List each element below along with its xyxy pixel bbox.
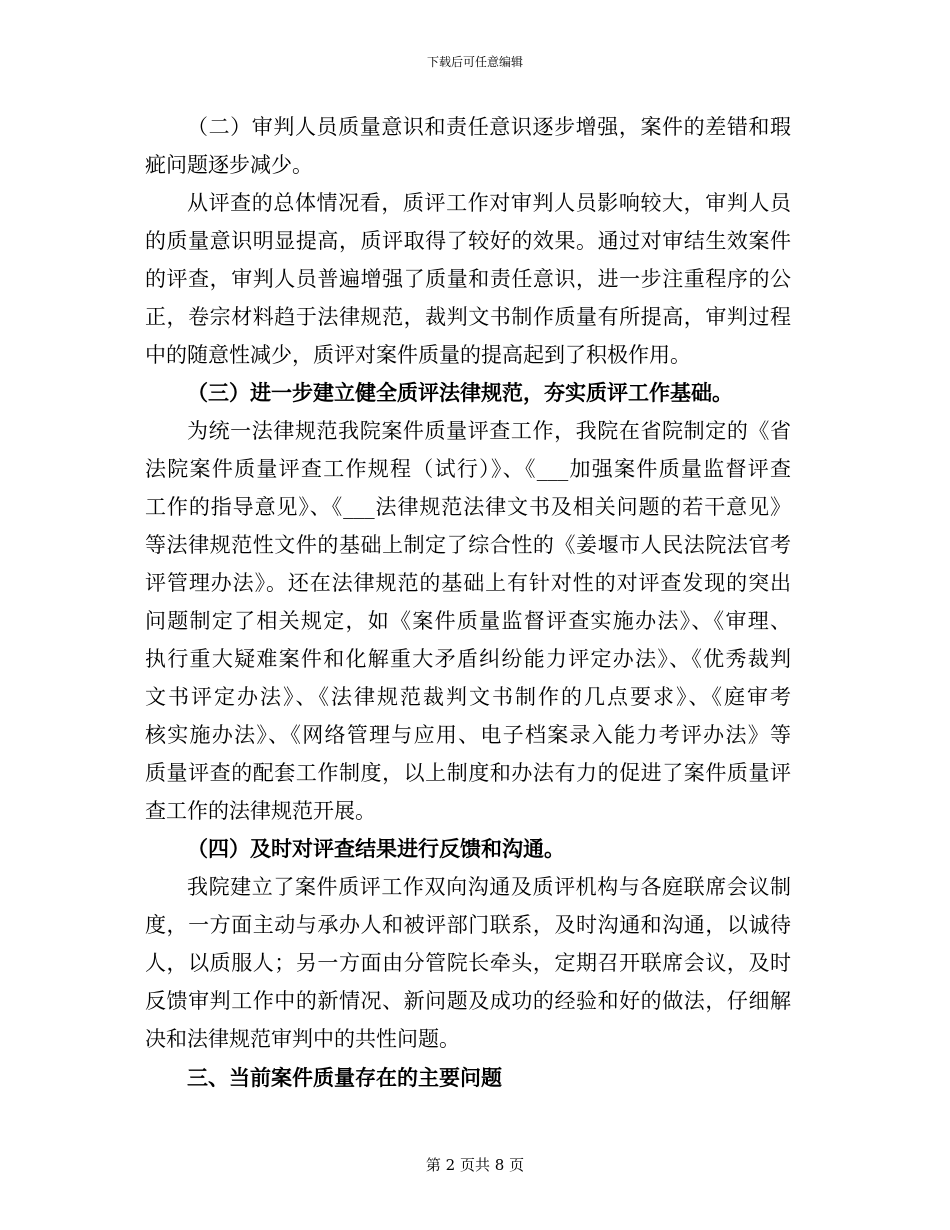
text-line: 疵问题逐步减少。 <box>145 153 313 177</box>
text-line: （二）审判人员质量意识和责任意识逐步增强，案件的差错和瑕 <box>187 115 791 139</box>
text-line: 文书评定办法》、《法律规范裁判文书制作的几点要求》、《庭审考 <box>145 685 791 709</box>
text-line: 正，卷宗材料趋于法律规范，裁判文书制作质量有所提高，审判过程 <box>145 305 791 329</box>
text-line: 核实施办法》、《网络管理与应用、电子档案录入能力考评办法》等 <box>145 723 791 747</box>
page-header-note: 下载后可任意编辑 <box>426 55 523 69</box>
section-heading: （四）及时对评查结果进行反馈和沟通。 <box>187 836 565 861</box>
text-line: 的评查，审判人员普遍增强了质量和责任意识，进一步注重程序的公 <box>145 267 791 291</box>
text-line: 工作的指导意见》、《___法律规范法律文书及相关问题的若干意见》 <box>145 495 791 519</box>
text-line: 质量评查的配套工作制度，以上制度和办法有力的促进了案件质量评 <box>145 761 791 785</box>
text-line: 反馈审判工作中的新情况、新问题及成功的经验和好的做法，仔细解 <box>145 989 791 1013</box>
text-line: 为统一法律规范我院案件质量评查工作，我院在省院制定的《省 <box>187 419 791 443</box>
section-heading: （三）进一步建立健全质评法律规范，夯实质评工作基础。 <box>187 380 733 405</box>
chapter-heading: 三、当前案件质量存在的主要问题 <box>187 1065 502 1090</box>
text-line: 问题制定了相关规定，如《案件质量监督评查实施办法》、《审理、 <box>145 609 791 633</box>
text-line: 度，一方面主动与承办人和被评部门联系，及时沟通和沟通，以诚待 <box>145 913 791 937</box>
text-line: 我院建立了案件质评工作双向沟通及质评机构与各庭联席会议制 <box>187 875 791 899</box>
text-line: 等法律规范性文件的基础上制定了综合性的《姜堰市人民法院法官考 <box>145 533 791 557</box>
text-line: 中的随意性减少，质评对案件质量的提高起到了积极作用。 <box>145 343 691 367</box>
text-line: 法院案件质量评查工作规程（试行）》、《___加强案件质量监督评查 <box>145 457 791 481</box>
text-line: 查工作的法律规范开展。 <box>145 799 376 823</box>
text-line: 的质量意识明显提高，质评取得了较好的效果。通过对审结生效案件 <box>145 229 791 253</box>
text-line: 执行重大疑难案件和化解重大矛盾纠纷能力评定办法》、《优秀裁判 <box>145 647 791 671</box>
text-line: 评管理办法》。还在法律规范的基础上有针对性的对评查发现的突出 <box>145 571 791 595</box>
text-line: 人，以质服人；另一方面由分管院长牵头，定期召开联席会议，及时 <box>145 951 791 975</box>
text-line: 决和法律规范审判中的共性问题。 <box>145 1027 460 1051</box>
text-line: 从评查的总体情况看，质评工作对审判人员影响较大，审判人员 <box>187 191 791 215</box>
page-number-footer: 第 2 页共 8 页 <box>425 1156 525 1174</box>
